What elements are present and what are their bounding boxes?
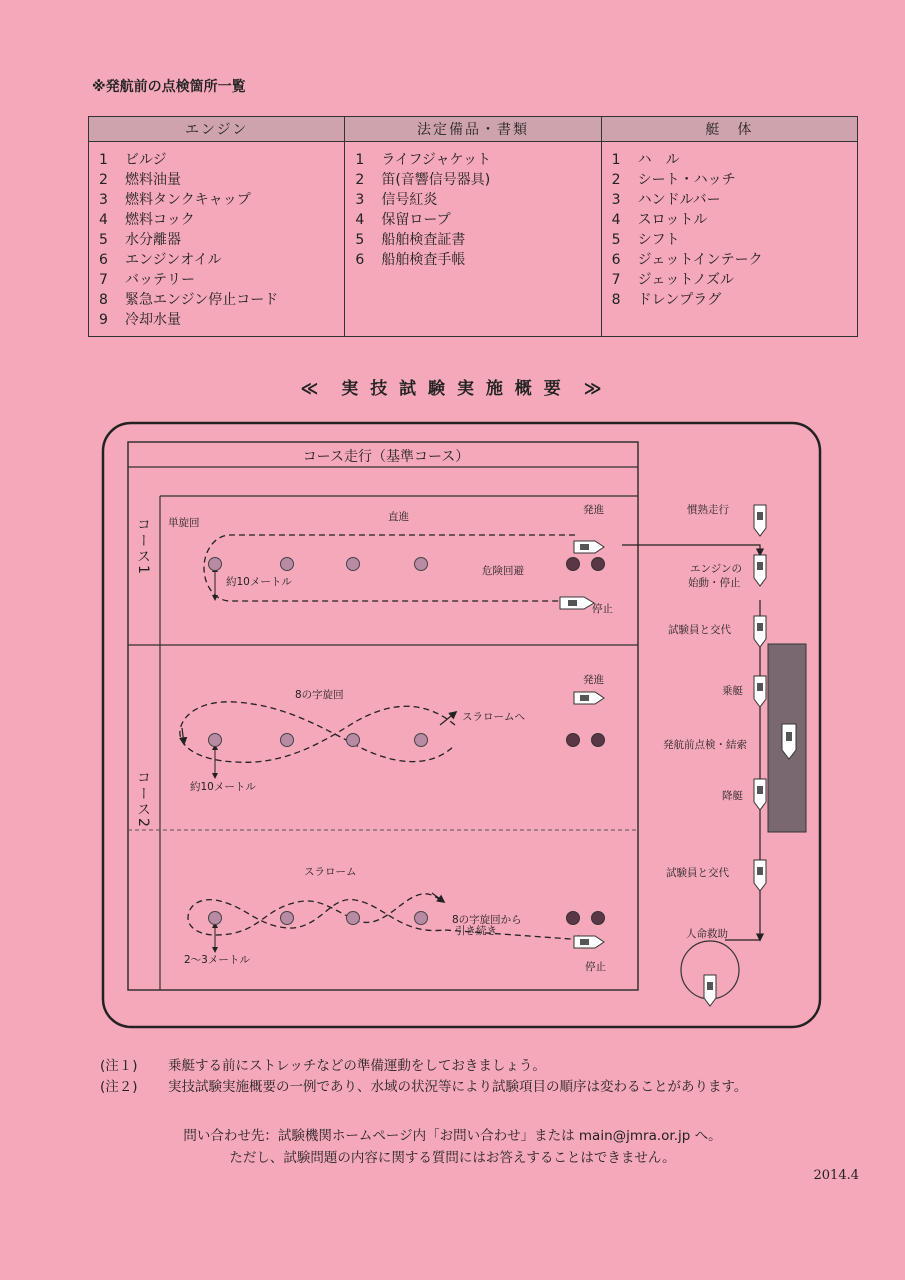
checklist-item-text: ジェットノズル [637, 272, 734, 288]
checklist-item-text: 船舶検査証書 [381, 232, 466, 248]
checklist-item-number: 3 [355, 192, 365, 208]
boat-icon [574, 936, 604, 948]
checklist-item-number: 1 [99, 152, 108, 168]
checklist-item-text: 燃料油量 [125, 172, 181, 188]
buoy [209, 912, 222, 925]
checklist-item-text: シフト [637, 232, 680, 248]
c1-distance-label: 約10メートル [226, 576, 292, 588]
boat-icon [560, 597, 594, 609]
column-header-engine: エンジン [89, 117, 345, 142]
checklist-item-text: ハンドルバー [637, 192, 721, 208]
boat-icon [754, 505, 766, 536]
checklist-item-number: 7 [99, 272, 108, 288]
c1-start-label: 発進 [583, 504, 604, 516]
side-swap-label-2: 試験員と交代 [666, 867, 729, 879]
checklist-item-number: 1 [611, 152, 621, 168]
boat-icon [574, 541, 604, 553]
checklist-item-number: 9 [99, 312, 108, 328]
buoy [592, 912, 605, 925]
buoy [415, 558, 428, 571]
boat-icon [754, 676, 766, 707]
checklist-item-number: 4 [355, 212, 365, 228]
c3-continue-label-2: 引き続き [455, 925, 497, 937]
checklist-item-number: 2 [611, 172, 621, 188]
checklist-item-text: バッテリー [125, 272, 195, 288]
contact-line-1: 問い合わせ先：試験機関ホームページ内「お問い合わせ」または main@jmra.or.jp へ。 [183, 1128, 722, 1144]
checklist-item-number: 8 [99, 292, 108, 308]
checklist-item-text: ビルジ [125, 152, 167, 168]
course1-label: コース1 [135, 517, 151, 576]
checklist-item-number: 6 [355, 252, 365, 268]
buoy [567, 912, 580, 925]
buoy [347, 734, 360, 747]
checklist-item-text: ジェットインテーク [637, 252, 763, 268]
boat-icon [754, 616, 766, 647]
checklist-item-text: 冷却水量 [125, 312, 181, 328]
side-swap-label: 試験員と交代 [668, 624, 731, 636]
c2-figure8-label: 8の字旋回 [295, 689, 344, 701]
buoy [347, 558, 360, 571]
buoy [592, 558, 605, 571]
c2-distance-label: 約10メートル [190, 781, 256, 793]
buoy [281, 912, 294, 925]
c1-turn-label: 単旋回 [168, 517, 200, 529]
checklist-item-text: 水分離器 [125, 232, 181, 248]
checklist-item-number: 4 [611, 212, 621, 228]
buoy [592, 734, 605, 747]
section-title: ≪ 実 技 試 験 実 施 概 要 ≫ [300, 379, 605, 399]
checklist-item-text: エンジンオイル [125, 252, 222, 268]
checklist-item-number: 7 [611, 272, 621, 288]
checklist-item-text: 船舶検査手帳 [381, 252, 466, 268]
buoy [347, 912, 360, 925]
note-2 [100, 1077, 747, 1098]
note-1 [100, 1056, 747, 1077]
c3-stop-label: 停止 [585, 961, 606, 973]
boat-icon [754, 779, 766, 810]
checklist-item-text: ドレンプラグ [637, 292, 722, 308]
checklist-item-number: 2 [99, 172, 108, 188]
side-engine-label: エンジンの [690, 563, 742, 575]
side-precheck-label: 発航前点検・結索 [663, 739, 747, 751]
checklist-item-text: スロットル [637, 212, 708, 228]
course2-label: コース2 [135, 770, 151, 829]
checklist-item-number: 5 [99, 232, 108, 248]
buoy [209, 558, 222, 571]
checklist-item-text: 緊急エンジン停止コード [125, 292, 279, 308]
checklist-item-text: シート・ハッチ [637, 172, 736, 188]
side-leave-label: 降艇 [722, 790, 743, 802]
checklist-item-text: 笛(音響信号器具) [381, 172, 491, 188]
c1-buoys [209, 558, 605, 571]
side-rescue-label: 人命救助 [686, 928, 728, 940]
checklist-item-number: 1 [355, 152, 365, 168]
buoy [281, 558, 294, 571]
buoy [567, 558, 580, 571]
c3-continue-label: 8の字旋回から [452, 914, 522, 926]
checklist-item-number: 6 [99, 252, 108, 268]
checklist-item-text: 燃料タンクキャップ [125, 192, 251, 208]
buoy [567, 734, 580, 747]
contact-info [0, 1125, 905, 1169]
course-title: コース走行（基準コース） [302, 449, 470, 465]
side-engine-label-2: 始動・停止 [688, 577, 741, 589]
note-label: (注１) [100, 1058, 138, 1074]
checklist-item-number: 3 [99, 192, 108, 208]
side-board-label: 乗艇 [722, 685, 743, 697]
c2-path [180, 702, 455, 763]
c2-start-label: 発進 [583, 674, 604, 686]
boat-icon [754, 860, 766, 891]
buoy [415, 912, 428, 925]
boat-icon [574, 692, 604, 704]
column-header-equipment: 法定備品・書類 [345, 117, 601, 142]
issue-date: 2014.4 [813, 1168, 859, 1183]
c2-buoys [209, 734, 605, 747]
checklist-item-number: 2 [355, 172, 365, 188]
side-coast-label: 慣熟走行 [687, 504, 729, 516]
c2-to-slalom-label: スラロームへ [462, 711, 525, 723]
boat-icon [754, 555, 766, 586]
column-header-hull: 艇 体 [601, 117, 857, 142]
checklist-item-number: 3 [611, 192, 621, 208]
note-label: (注２) [100, 1079, 138, 1095]
checklist-item-number: 5 [355, 232, 365, 248]
checklist-item-number: 6 [611, 252, 621, 268]
buoy [281, 734, 294, 747]
course-area [128, 442, 638, 990]
checklist-item-text: 燃料コック [125, 212, 195, 228]
note-text: 実技試験実施概要の一例であり、水域の状況等により試験項目の順序は変わることがあります。 [168, 1079, 748, 1095]
c3-distance-label: 2～3メートル [184, 954, 250, 966]
boat-icon [704, 975, 716, 1006]
c1-straight-label: 直進 [388, 511, 409, 523]
checklist-item-text: 保留ロープ [381, 212, 451, 228]
checklist-item-number: 4 [99, 212, 108, 228]
c3-path [188, 894, 445, 935]
checklist-item-number: 8 [611, 292, 621, 308]
checklist-item-text: ライフジャケット [381, 152, 491, 168]
c3-slalom-label: スラローム [304, 866, 357, 878]
checklist-heading: ※発航前の点検箇所一覧 [92, 79, 246, 95]
c3-buoys [209, 912, 605, 925]
buoy [415, 734, 428, 747]
contact-line-2: ただし、試験問題の内容に関する質問にはお答えすることはできません。 [229, 1150, 676, 1166]
notes [100, 1056, 747, 1098]
c1-avoid-label: 危険回避 [482, 565, 524, 577]
c1-stop-label: 停止 [592, 603, 613, 615]
checklist-item-number: 5 [611, 232, 621, 248]
checklist-item-text: ハ ル [637, 152, 680, 168]
buoy [209, 734, 222, 747]
checklist-item-text: 信号紅炎 [381, 192, 438, 208]
note-text: 乗艇する前にストレッチなどの準備運動をしておきましょう。 [168, 1058, 546, 1074]
